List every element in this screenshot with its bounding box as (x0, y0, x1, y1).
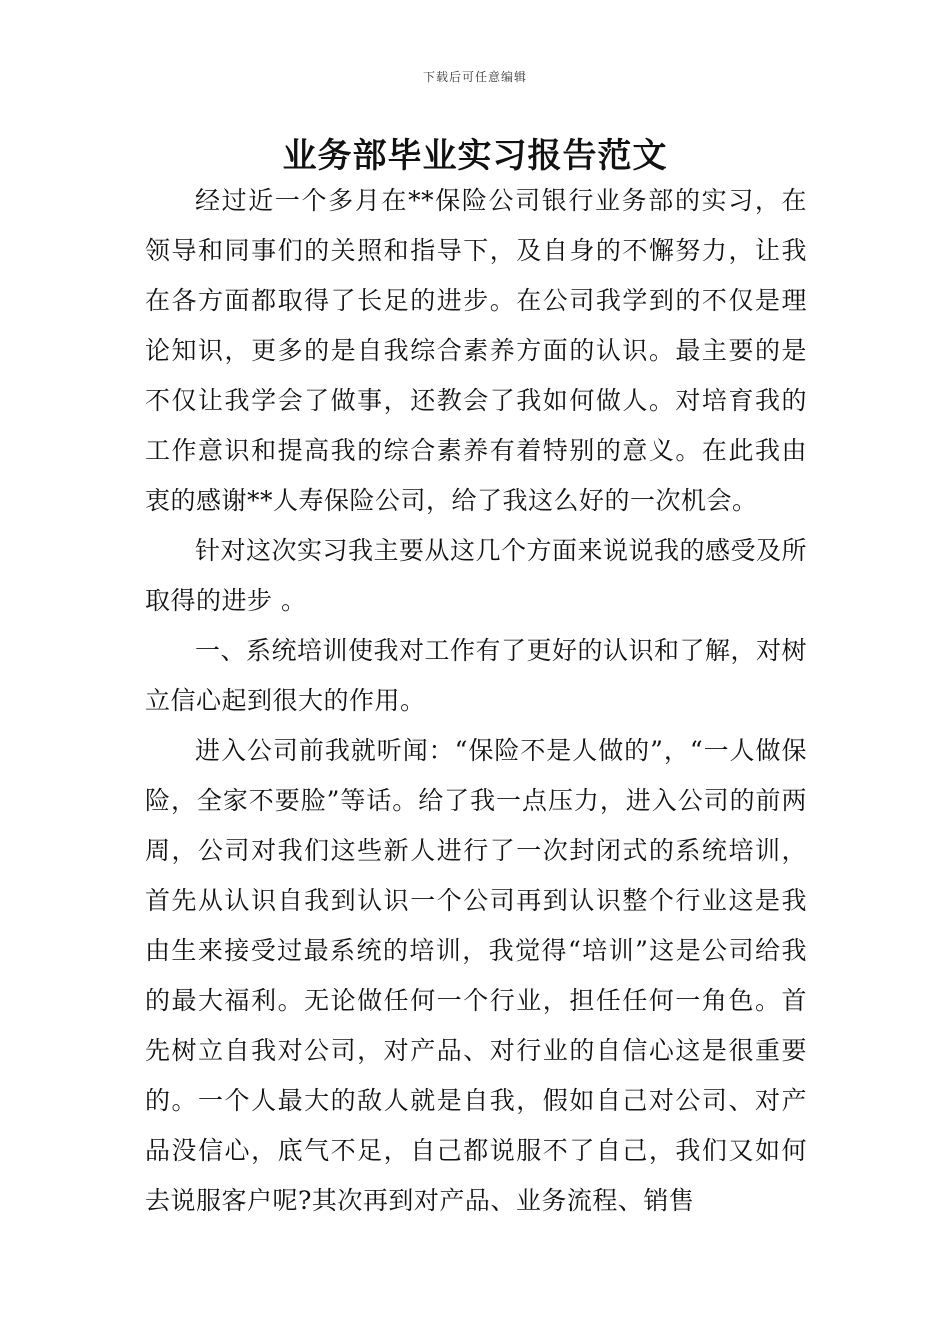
document-title: 业务部毕业实习报告范文 (282, 136, 668, 176)
paragraph-training: 进入公司前我就听闻：“保险不是人做的”，“一人做保险，全家不要脸”等话。给了我一点压力，进入公司的前两周，公司对我们这些新人进行了一次封闭式的系统培训，首先从认识自我到认识一个公司再到认识整个行业这是我由生来接受过最系统的培训，我觉得“培训”这是公司给我的最大福利。无论做任何一个行业，担任任何一角色。首先树立自我对公司，对产品、对行业的自信心这是很重要的。一个人最大的敌人就是自我，假如自己对公司、对产品没信心，底气不足，自己都说服不了自己，我们又如何去说服客户呢?其次再到对产品、业务流程、销售 (145, 736, 807, 1215)
paragraph-focus: 针对这次实习我主要从这几个方面来说说我的感受及所取得的进步 。 (145, 536, 808, 615)
header-note: 下载后可任意编辑 (422, 70, 527, 84)
paragraph-intro: 经过近一个多月在**保险公司银行业务部的实习，在领导和同事们的关照和指导下，及自身的不懈努力，让我在各方面都取得了长足的进步。在公司我学到的不仅是理论知识，更多的是自我综合素养方面的认识。最主要的是不仅让我学会了做事，还教会了我如何做人。对培育我的工作意识和提高我的综合素养有着特别的意义。在此我由衷的感谢**人寿保险公司，给了我这么好的一次机会。 (145, 186, 807, 515)
paragraph-section-one-heading: 一、系统培训使我对工作有了更好的认识和了解，对树立信心起到很大的作用。 (145, 636, 808, 715)
document-body (145, 176, 807, 1226)
